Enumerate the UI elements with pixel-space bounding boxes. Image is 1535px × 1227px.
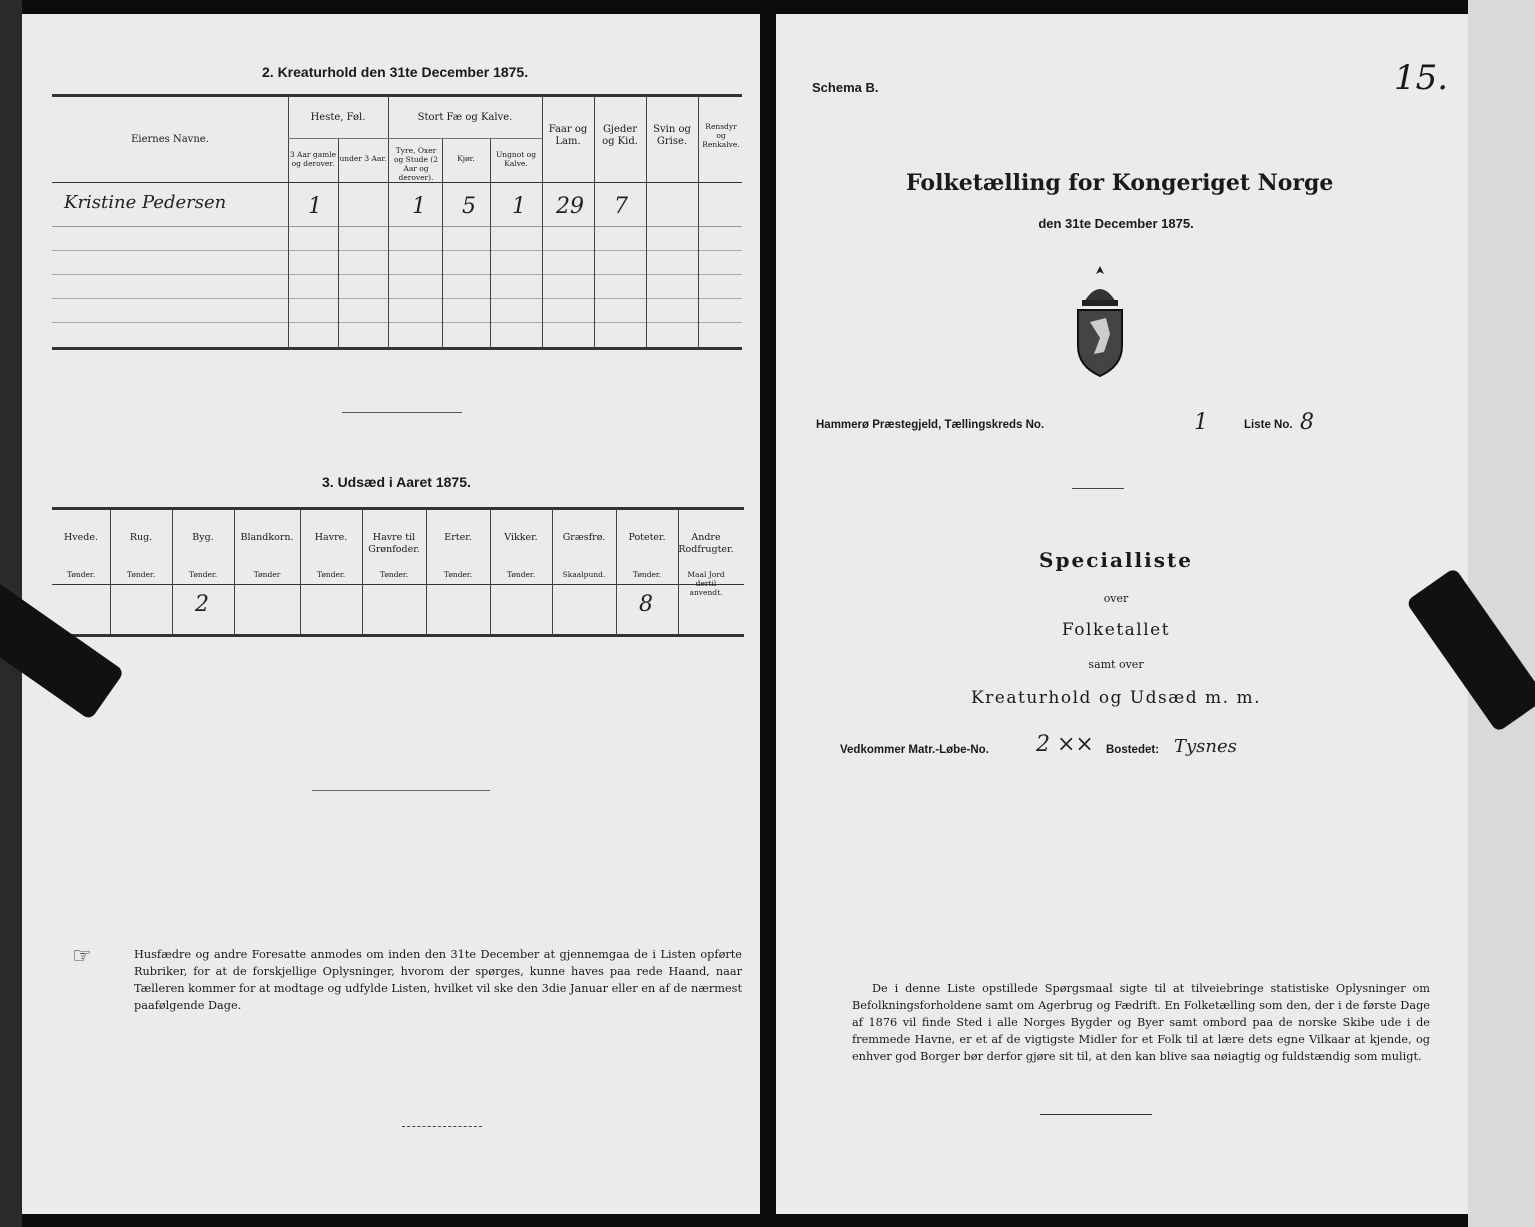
- district-no-value: 1: [1194, 410, 1208, 435]
- table2-col-rule: [338, 139, 339, 348]
- separator-rule: [402, 1126, 482, 1127]
- separator-rule: [1072, 488, 1124, 489]
- table3-col-header: Byg.: [192, 532, 214, 543]
- title-date: den 31te December 1875.: [1038, 216, 1194, 231]
- table3-col-unit: Tønder.: [379, 570, 409, 579]
- table3-col-unit: Tønder.: [316, 570, 346, 579]
- bosted-value: Tysnes: [1174, 736, 1237, 757]
- parish-label: Hammerø Præstegjeld, Tællingskreds No.: [816, 419, 1045, 431]
- table3-col-unit: Tønder.: [443, 570, 473, 579]
- table2-row-rule: [52, 274, 742, 275]
- list-label: Liste No.: [1244, 419, 1293, 431]
- table3-col-header: Havre.: [314, 532, 348, 543]
- section3-title: 3. Udsæd i Aaret 1875.: [322, 474, 471, 490]
- info-paragraph: De i denne Liste opstillede Spørgsmaal sigte til at tilveiebringe statistiske Oplysninger om Befolkningsforholdene samt om Agerbrug og Fædrift. En Folketælling som den, der i de første Dage af 1876 vil finde Sted i alle Norges Bygder og Byer samt ombord paa de norske Skibe ude i de fremmede Havne, er et af de vigtigste Midler for et Folk til at lære dets egne Vilkaar at kjende, og enhver god Borger bør derfor gjøre sit til, at den kan blive saa nøiagtig og fuldstændig som muligt.: [852, 982, 1430, 1063]
- table2-col-rule: [542, 96, 543, 348]
- separator-rule: [342, 412, 462, 413]
- table3-bottom-rule: [52, 634, 744, 637]
- table2-row-rule: [52, 226, 742, 227]
- table2-col-rule: [442, 139, 443, 348]
- col-owner-header: Eiernes Navne.: [131, 134, 209, 145]
- col-pigs-header: Svin og Grise.: [653, 124, 691, 147]
- col-horses-a-header: 3 Aar gamle og derover.: [289, 150, 337, 168]
- table2-col-rule: [288, 96, 289, 348]
- col-cattle-b-header: Kjør.: [457, 154, 475, 163]
- table3-col-unit: Tønder.: [506, 570, 536, 579]
- table2-subheader-rule: [288, 138, 542, 139]
- table3-col-unit: Maal Jord dertil anvendt.: [687, 570, 725, 597]
- cattle-c-cell: 1: [512, 194, 526, 219]
- table2-col-rule: [646, 96, 647, 348]
- table3-col-unit: Tønder.: [188, 570, 218, 579]
- table3-col-header: Blandkorn.: [240, 532, 294, 543]
- main-title: Folketælling for Kongeriget Norge: [906, 170, 1334, 196]
- table3-col-header: Græsfrø.: [562, 532, 606, 543]
- table3-col-header: Hvede.: [64, 532, 98, 543]
- cattle-a-cell: 1: [412, 194, 426, 219]
- list-no-value: 8: [1300, 410, 1314, 435]
- goats-cell: 7: [614, 194, 628, 219]
- table3-value-cell: 8: [639, 592, 653, 617]
- table3-col-header: Erter.: [444, 532, 472, 543]
- table3-col-header: Andre Rodfrugter.: [678, 532, 734, 555]
- matr-label: Vedkommer Matr.-Løbe-No.: [840, 744, 989, 756]
- table3-col-header: Poteter.: [628, 532, 666, 543]
- table2-bottom-rule: [52, 347, 742, 350]
- table3-col-unit: Tønder.: [632, 570, 662, 579]
- right-page: [776, 14, 1468, 1214]
- folketallet-text: Folketallet: [1061, 620, 1171, 640]
- over-text: over: [1103, 592, 1129, 605]
- col-sheep-header: Faar og Lam.: [548, 124, 588, 147]
- table2-col-rule: [698, 96, 699, 348]
- table2-row-rule: [52, 322, 742, 323]
- separator-rule: [1040, 1114, 1152, 1115]
- table3-col-unit: Tønder.: [126, 570, 156, 579]
- samt-over-text: samt over: [1088, 658, 1144, 671]
- table3-col-unit: Tønder.: [66, 570, 96, 579]
- col-reindeer-header: Rensdyr og Renkalve.: [702, 122, 740, 149]
- page-number: 15.: [1394, 58, 1449, 98]
- coat-of-arms-icon: [1070, 262, 1130, 382]
- table3-col-header: Havre til Grønfoder.: [368, 532, 420, 555]
- horses-a-cell: 1: [308, 194, 322, 219]
- table3-col-unit: Tønder: [253, 570, 281, 579]
- table3-value-cell: 2: [195, 592, 209, 617]
- cattle-b-cell: 5: [462, 194, 476, 219]
- schema-label: Schema B.: [812, 80, 879, 95]
- kreaturhold-text: Kreaturhold og Udsæd m. m.: [970, 688, 1261, 708]
- section2-title: 2. Kreaturhold den 31te December 1875.: [262, 64, 529, 80]
- table2-header-rule: [52, 182, 742, 183]
- table2-col-rule: [388, 96, 389, 348]
- table2-top-rule: [52, 94, 742, 97]
- table3-col-header: Rug.: [129, 532, 153, 543]
- sheep-cell: 29: [556, 194, 584, 219]
- separator-rule: [312, 790, 490, 791]
- table2-col-rule: [594, 96, 595, 348]
- col-horses-header: Heste, Føl.: [310, 112, 366, 123]
- table2-col-rule: [490, 139, 491, 348]
- special-title: Specialliste: [1039, 548, 1193, 572]
- col-cattle-c-header: Ungnot og Kalve.: [495, 150, 536, 168]
- left-page: [22, 14, 760, 1214]
- table2-row-rule: [52, 250, 742, 251]
- col-cattle-header: Stort Fæ og Kalve.: [417, 112, 513, 123]
- matr-no-value: 2 ××: [1036, 732, 1094, 757]
- footnote-text: Husfædre og andre Foresatte anmodes om inden den 31te December at gjennemgaa de i Listen opførte Rubriker, for at de forskjellige Oplysninger, hvorom der spørges, kunne haves paa rede Haand, naar Tælleren kommer for at modtage og udfylde Listen, hvilket vil ske den 3die Januar eller en af de nærmest paafølgende Dage.: [134, 948, 742, 1012]
- table2-row-rule: [52, 298, 742, 299]
- table3-col-unit: Skaalpund.: [562, 570, 606, 579]
- pointing-hand-icon: ☞: [72, 944, 92, 969]
- table3-top-rule: [52, 507, 744, 510]
- col-horses-b-header: under 3 Aar.: [339, 154, 387, 163]
- bosted-label: Bostedet:: [1106, 744, 1160, 756]
- owner-name-cell: Kristine Pedersen: [64, 192, 227, 213]
- table3-header-rule: [52, 584, 744, 585]
- col-goats-header: Gjeder og Kid.: [602, 124, 638, 147]
- col-cattle-a-header: Tyre, Oxer og Stude (2 Aar og derover).: [393, 146, 438, 182]
- table3-col-header: Vikker.: [504, 532, 538, 543]
